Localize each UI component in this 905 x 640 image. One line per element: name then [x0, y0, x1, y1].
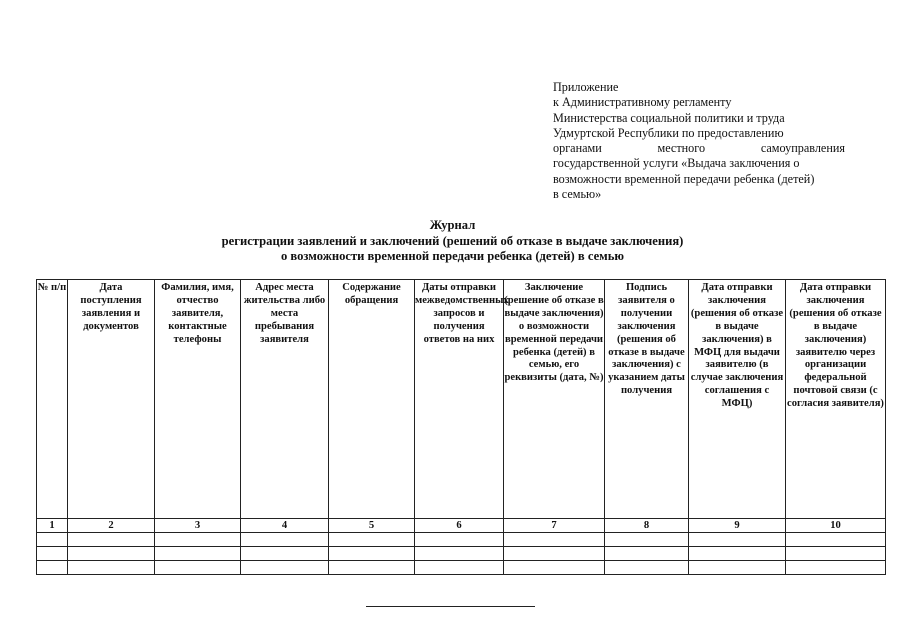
- appendix-line: Министерства социальной политики и труда: [553, 110, 785, 125]
- appendix-word: местного: [657, 141, 706, 156]
- appendix-line: Удмуртской Республики по предоставлению: [553, 125, 784, 140]
- column-number: 5: [329, 519, 415, 533]
- column-header: Дата поступления заявления и документов: [68, 280, 155, 519]
- column-number: 3: [155, 519, 241, 533]
- column-number: 6: [415, 519, 504, 533]
- table-row: [37, 547, 886, 561]
- column-number: 2: [68, 519, 155, 533]
- appendix-line-justified: [553, 141, 845, 156]
- column-header: Дата отправки заключения (решения об отказе в выдаче заключения) заявителю через организации федеральной почтовой связи (с согласия заявителя): [786, 280, 886, 519]
- journal-table: [36, 279, 886, 575]
- footnote-separator: [366, 606, 535, 607]
- appendix-line: к Административному регламенту: [553, 95, 732, 110]
- table-header-row: [37, 280, 886, 519]
- column-number: 9: [689, 519, 786, 533]
- appendix-note: [553, 80, 845, 202]
- column-header: Содержание обращения: [329, 280, 415, 519]
- appendix-word: органами: [553, 141, 602, 156]
- column-header: Дата отправки заключения (решения об отказе в выдаче заключения) в МФЦ для выдачи заявителю (в случае заключения соглашения с МФЦ): [689, 280, 786, 519]
- column-number-row: [37, 519, 886, 533]
- column-header: Заключение (решение об отказе в выдаче заключения) о возможности временной передачи ребенка (детей) в семью, его реквизиты (дата, №): [504, 280, 605, 519]
- journal-subtitle-line: о возможности временной передачи ребенка (детей) в семью: [280, 249, 625, 263]
- appendix-line: возможности временной передачи ребенка (детей): [553, 171, 815, 186]
- column-number: 8: [605, 519, 689, 533]
- column-header: Адрес места жительства либо места пребывания заявителя: [241, 280, 329, 519]
- journal-title-line: Журнал: [429, 218, 476, 232]
- column-header: Фамилия, имя, отчество заявителя, контактные телефоны: [155, 280, 241, 519]
- column-header: № п/п: [37, 280, 68, 519]
- appendix-line: Приложение: [553, 80, 619, 94]
- column-header: Даты отправки межведомственных запросов и получения ответов на них: [415, 280, 504, 519]
- column-number: 7: [504, 519, 605, 533]
- table-row: [37, 561, 886, 575]
- journal-subtitle-line: регистрации заявлений и заключений (решений об отказе в выдаче заключения): [221, 233, 684, 248]
- column-number: 10: [786, 519, 886, 533]
- column-header: Подпись заявителя о получении заключения (решения об отказе в выдаче заключения) с указанием даты получения: [605, 280, 689, 519]
- appendix-line: в семью»: [553, 187, 602, 202]
- appendix-word: самоуправления: [760, 141, 845, 156]
- journal-title: [160, 218, 745, 265]
- table-row: [37, 533, 886, 547]
- appendix-line: государственной услуги «Выдача заключения о: [553, 156, 800, 171]
- column-number: 1: [37, 519, 68, 533]
- column-number: 4: [241, 519, 329, 533]
